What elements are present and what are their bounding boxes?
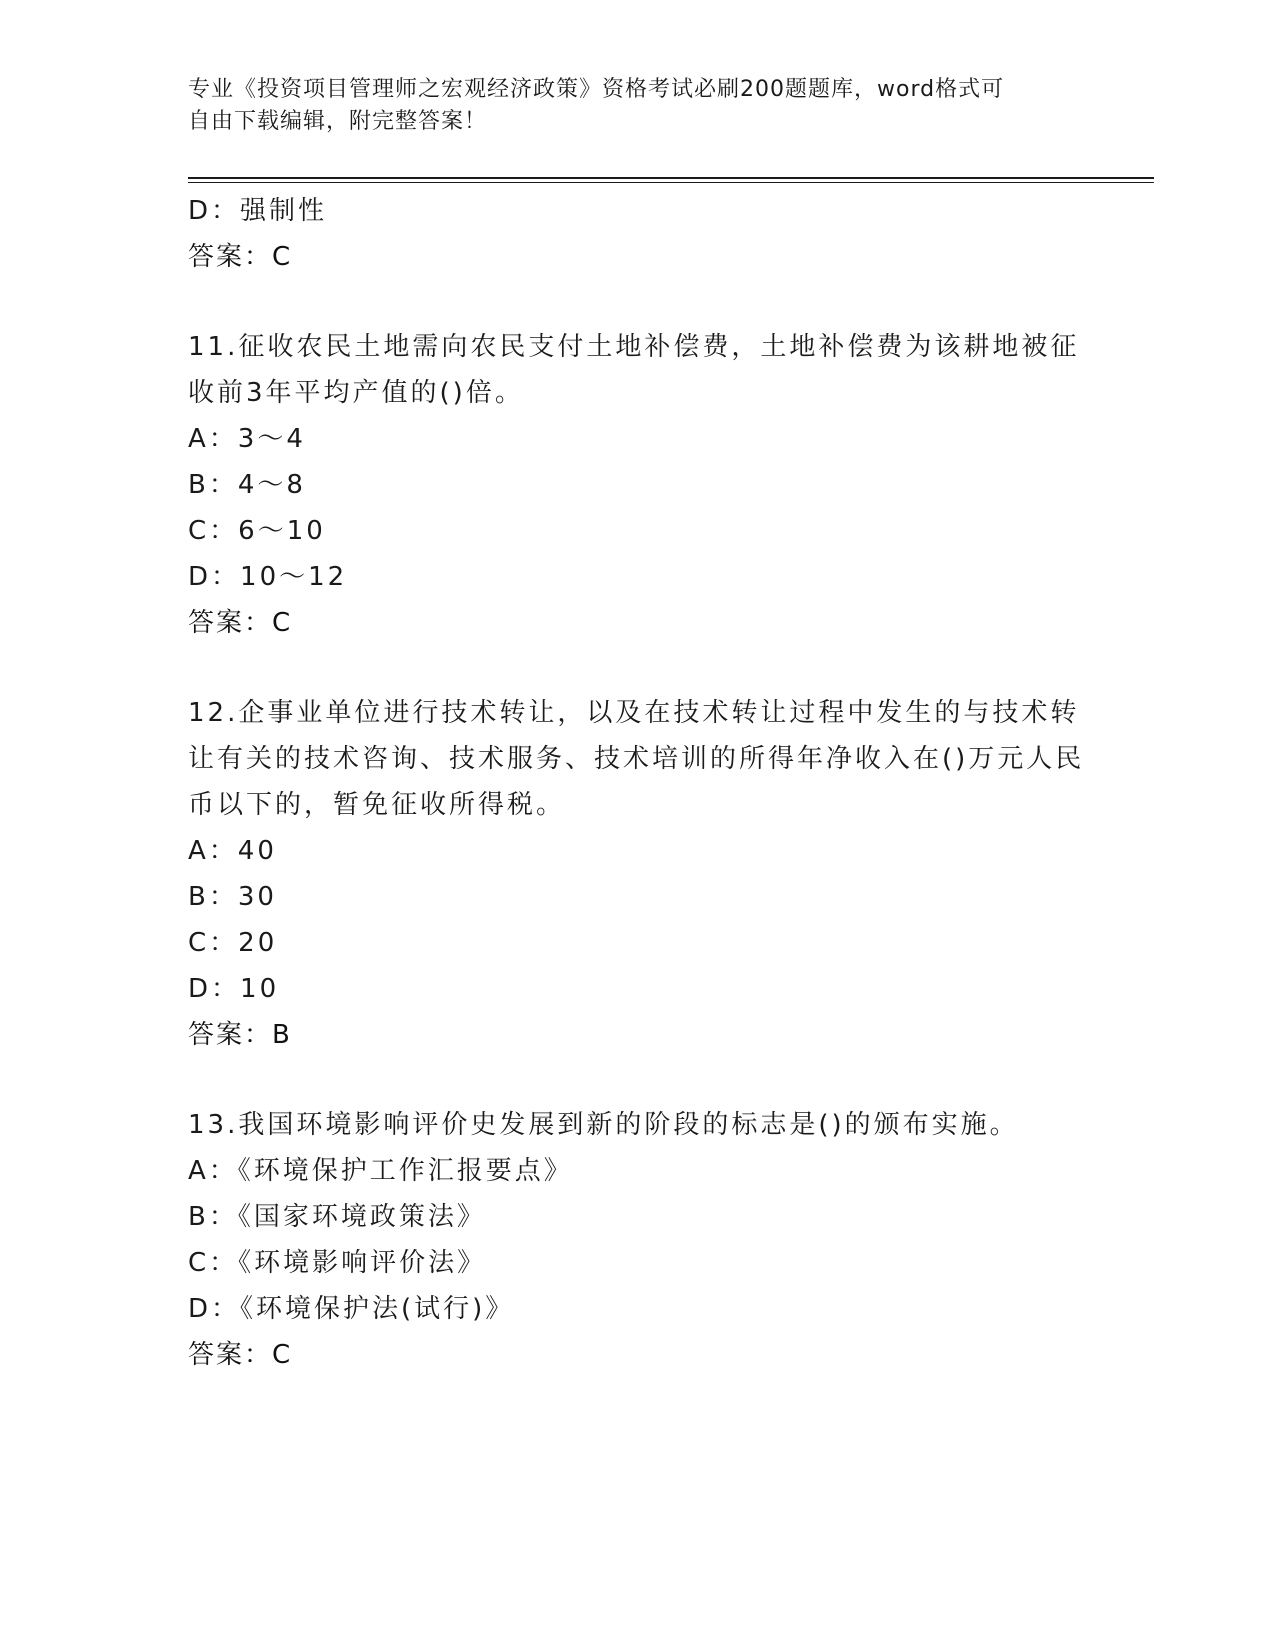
option-d: D：强制性	[188, 196, 328, 226]
question-text: 13.我国环境影响评价史发展到新的阶段的标志是()的颁布实施。	[188, 1110, 1019, 1140]
document-body	[188, 188, 1088, 1378]
header-divider-thin	[188, 182, 1154, 183]
option-a: A：3～4	[188, 424, 306, 454]
option-c: C：《环境影响评价法》	[188, 1248, 487, 1278]
option-c: C：20	[188, 928, 278, 958]
question-block-13	[188, 1102, 1088, 1378]
option-d: D：10	[188, 974, 280, 1004]
option-a: A：40	[188, 836, 277, 866]
header-line-1: 专业《投资项目管理师之宏观经济政策》资格考试必刷200题题库，word格式可	[188, 77, 1005, 102]
spacer	[188, 646, 1088, 690]
header-line-2: 自由下载编辑，附完整答案！	[188, 109, 488, 134]
spacer	[188, 280, 1088, 324]
option-d: D：10～12	[188, 562, 348, 592]
spacer	[188, 1058, 1088, 1102]
question-block-11	[188, 324, 1088, 646]
option-b: B：《国家环境政策法》	[188, 1202, 486, 1232]
answer-line: 答案：B	[188, 1020, 292, 1050]
option-d: D：《环境保护法(试行)》	[188, 1294, 515, 1324]
document-header	[188, 74, 1068, 138]
option-b: B：4～8	[188, 470, 306, 500]
option-b: B：30	[188, 882, 277, 912]
question-block-12	[188, 690, 1088, 1058]
answer-line: 答案：C	[188, 1340, 293, 1370]
option-c: C：6～10	[188, 516, 326, 546]
header-divider-thick	[188, 177, 1154, 179]
question-text: 11.征收农民土地需向农民支付土地补偿费，土地补偿费为该耕地被征收前3年平均产值的()倍。	[188, 332, 1080, 408]
question-text: 12.企事业单位进行技术转让，以及在技术转让过程中发生的与技术转让有关的技术咨询、技术服务、技术培训的所得年净收入在()万元人民币以下的，暂免征收所得税。	[188, 698, 1085, 820]
option-a: A：《环境保护工作汇报要点》	[188, 1156, 573, 1186]
answer-line: 答案：C	[188, 242, 293, 272]
previous-question-tail	[188, 188, 1088, 280]
answer-line: 答案：C	[188, 608, 293, 638]
